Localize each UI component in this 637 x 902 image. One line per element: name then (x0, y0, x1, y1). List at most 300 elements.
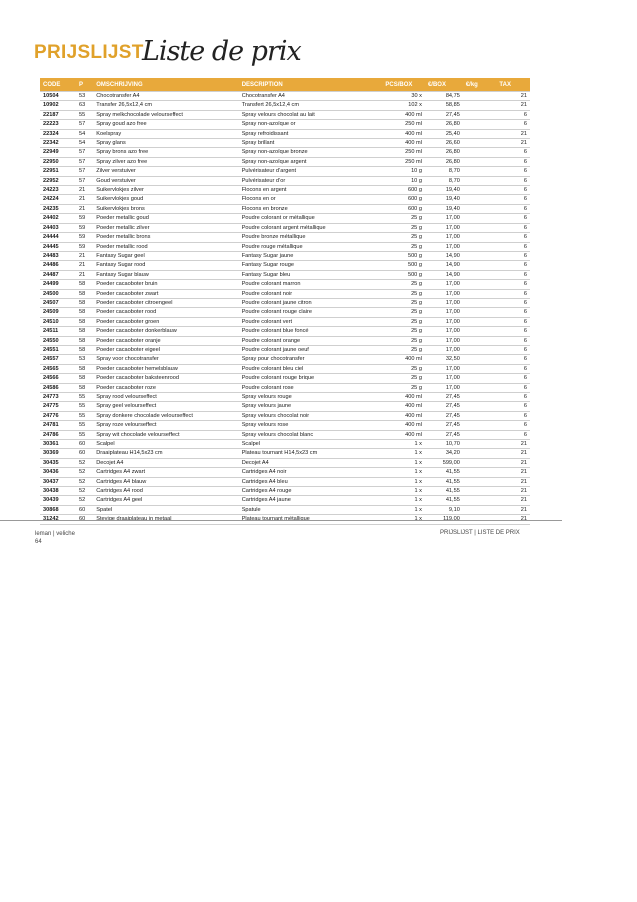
cell-eur-kg (463, 421, 497, 430)
cell-eur-kg (463, 92, 497, 101)
cell-pcs-box: 25 g (382, 374, 425, 383)
table-row (40, 298, 530, 307)
cell-tax: 21 (496, 496, 530, 505)
cell-tax: 6 (496, 186, 530, 195)
cell-eur-kg (463, 393, 497, 402)
cell-tax: 6 (496, 298, 530, 307)
cell-eur-box: 27,45 (425, 411, 463, 420)
cell-omschrijving: Poeder metallic rood (93, 242, 238, 251)
table-row (40, 345, 530, 354)
cell-page: 58 (76, 327, 93, 336)
table-row (40, 148, 530, 157)
cell-pcs-box: 500 g (382, 270, 425, 279)
cell-description: Fantasy Sugar jaune (239, 251, 383, 260)
cell-eur-kg (463, 110, 497, 119)
cell-description: Scalpel (239, 440, 383, 449)
cell-page: 55 (76, 393, 93, 402)
column-header-code: CODE (43, 81, 61, 88)
cell-code: 24557 (40, 355, 76, 364)
cell-eur-kg (463, 195, 497, 204)
cell-tax: 21 (496, 487, 530, 496)
cell-tax: 6 (496, 223, 530, 232)
cell-tax: 21 (496, 449, 530, 458)
cell-eur-box: 17,00 (425, 374, 463, 383)
table-row (40, 327, 530, 336)
footer-right: PRIJSLIJST | LISTE DE PRIX (440, 530, 520, 536)
cell-description: Spatule (239, 505, 383, 514)
cell-code: 24586 (40, 383, 76, 392)
cell-description: Spray non-azoïque or (239, 120, 383, 129)
cell-description: Cartridges A4 noir (239, 468, 383, 477)
cell-eur-kg (463, 345, 497, 354)
cell-tax: 21 (496, 440, 530, 449)
cell-page: 55 (76, 402, 93, 411)
cell-code: 24776 (40, 411, 76, 420)
cell-code: 30437 (40, 477, 76, 486)
cell-tax: 21 (496, 458, 530, 467)
cell-description: Chocotransfer A4 (239, 92, 383, 101)
cell-omschrijving: Scalpel (93, 440, 238, 449)
cell-eur-kg (463, 129, 497, 138)
cell-description: Poudre colorant orange (239, 336, 383, 345)
cell-omschrijving: Fantasy Sugar geel (93, 251, 238, 260)
footer-brand: leman | veliche (35, 531, 75, 537)
table-row (40, 402, 530, 411)
cell-eur-box: 84,75 (425, 92, 463, 101)
cell-eur-box: 17,00 (425, 214, 463, 223)
cell-omschrijving: Decojet A4 (93, 458, 238, 467)
cell-page: 55 (76, 430, 93, 439)
cell-code: 30439 (40, 496, 76, 505)
cell-eur-kg (463, 505, 497, 514)
cell-code: 10902 (40, 101, 76, 110)
cell-omschrijving: Cartridges A4 blauw (93, 477, 238, 486)
cell-eur-kg (463, 336, 497, 345)
cell-eur-box: 19,40 (425, 186, 463, 195)
cell-tax: 6 (496, 167, 530, 176)
cell-pcs-box: 1 x (382, 440, 425, 449)
table-header-row (40, 78, 530, 92)
cell-page: 58 (76, 280, 93, 289)
cell-pcs-box: 600 g (382, 195, 425, 204)
cell-tax: 6 (496, 393, 530, 402)
table-row (40, 364, 530, 373)
cell-pcs-box: 250 ml (382, 148, 425, 157)
cell-code: 24499 (40, 280, 76, 289)
cell-pcs-box: 1 x (382, 477, 425, 486)
cell-omschrijving: Poeder cacaoboter rood (93, 308, 238, 317)
cell-tax: 6 (496, 270, 530, 279)
cell-tax: 6 (496, 421, 530, 430)
cell-eur-box: 17,00 (425, 308, 463, 317)
cell-pcs-box: 25 g (382, 298, 425, 307)
cell-pcs-box: 400 ml (382, 129, 425, 138)
cell-eur-box: 17,00 (425, 383, 463, 392)
cell-eur-box: 17,00 (425, 233, 463, 242)
cell-tax: 6 (496, 195, 530, 204)
cell-description: Flocons en or (239, 195, 383, 204)
table-row (40, 251, 530, 260)
cell-eur-box: 32,50 (425, 355, 463, 364)
table-row (40, 336, 530, 345)
cell-omschrijving: Cartridges A4 geel (93, 496, 238, 505)
cell-eur-box: 17,00 (425, 327, 463, 336)
cell-omschrijving: Poeder metallic brons (93, 233, 238, 242)
cell-tax: 6 (496, 411, 530, 420)
cell-omschrijving: Suikervlokjes zilver (93, 186, 238, 195)
cell-tax: 6 (496, 402, 530, 411)
cell-description: Poudre rouge métallique (239, 242, 383, 251)
cell-omschrijving: Suikervlokjes goud (93, 195, 238, 204)
cell-eur-kg (463, 468, 497, 477)
cell-page: 58 (76, 308, 93, 317)
cell-page: 58 (76, 383, 93, 392)
cell-omschrijving: Spray melkchocolade velourseffect (93, 110, 238, 119)
cell-code: 30435 (40, 458, 76, 467)
cell-description: Cartridges A4 rouge (239, 487, 383, 496)
cell-description: Poudre bronze métallique (239, 233, 383, 242)
cell-description: Poudre colorant vert (239, 317, 383, 326)
cell-omschrijving: Goud verstuiver (93, 176, 238, 185)
cell-eur-box: 58,85 (425, 101, 463, 110)
cell-page: 53 (76, 355, 93, 364)
cell-description: Poudre colorant noir (239, 289, 383, 298)
cell-omschrijving: Chocotransfer A4 (93, 92, 238, 101)
cell-pcs-box: 400 ml (382, 355, 425, 364)
table-row (40, 195, 530, 204)
cell-eur-box: 25,40 (425, 129, 463, 138)
cell-omschrijving: Poeder metallic zilver (93, 223, 238, 232)
cell-description: Cartridges A4 bleu (239, 477, 383, 486)
cell-pcs-box: 25 g (382, 364, 425, 373)
cell-pcs-box: 25 g (382, 280, 425, 289)
cell-eur-box: 26,80 (425, 148, 463, 157)
table-row (40, 374, 530, 383)
cell-eur-box: 9,10 (425, 505, 463, 514)
cell-pcs-box: 25 g (382, 214, 425, 223)
table-row (40, 120, 530, 129)
cell-page: 59 (76, 242, 93, 251)
cell-eur-kg (463, 289, 497, 298)
cell-pcs-box: 25 g (382, 289, 425, 298)
cell-pcs-box: 25 g (382, 336, 425, 345)
cell-tax: 6 (496, 336, 530, 345)
cell-code: 30438 (40, 487, 76, 496)
cell-description: Poudre colorant jaune oeuf (239, 345, 383, 354)
cell-page: 60 (76, 440, 93, 449)
cell-page: 52 (76, 496, 93, 505)
cell-eur-kg (463, 298, 497, 307)
cell-tax: 6 (496, 261, 530, 270)
cell-code: 24565 (40, 364, 76, 373)
cell-omschrijving: Poeder cacaoboter citroengeel (93, 298, 238, 307)
cell-tax: 6 (496, 308, 530, 317)
table-row (40, 167, 530, 176)
cell-eur-kg (463, 383, 497, 392)
cell-description: Flocons en argent (239, 186, 383, 195)
cell-pcs-box: 1 x (382, 468, 425, 477)
cell-pcs-box: 1 x (382, 487, 425, 496)
table-row (40, 487, 530, 496)
cell-eur-kg (463, 308, 497, 317)
cell-description: Spray pour chocotransfer (239, 355, 383, 364)
cell-description: Poudre colorant blue foncé (239, 327, 383, 336)
cell-eur-kg (463, 233, 497, 242)
cell-omschrijving: Suikervlokjes brons (93, 204, 238, 213)
cell-omschrijving: Poeder metallic goud (93, 214, 238, 223)
cell-pcs-box: 400 ml (382, 110, 425, 119)
cell-page: 59 (76, 233, 93, 242)
cell-pcs-box: 10 g (382, 167, 425, 176)
cell-page: 63 (76, 101, 93, 110)
cell-tax: 21 (496, 515, 530, 524)
cell-eur-kg (463, 270, 497, 279)
cell-eur-kg (463, 440, 497, 449)
cell-code: 31242 (40, 515, 76, 524)
cell-omschrijving: Spray roze velourseffect (93, 421, 238, 430)
cell-page: 21 (76, 195, 93, 204)
table-row (40, 280, 530, 289)
cell-description: Cartridges A4 jaune (239, 496, 383, 505)
cell-page: 57 (76, 176, 93, 185)
table-row (40, 92, 530, 101)
cell-page: 60 (76, 515, 93, 524)
cell-pcs-box: 400 ml (382, 139, 425, 148)
cell-eur-box: 41,55 (425, 496, 463, 505)
cell-pcs-box: 400 ml (382, 421, 425, 430)
cell-page: 57 (76, 157, 93, 166)
cell-tax: 6 (496, 364, 530, 373)
cell-code: 22952 (40, 176, 76, 185)
cell-eur-kg (463, 280, 497, 289)
cell-pcs-box: 1 x (382, 449, 425, 458)
cell-code: 22223 (40, 120, 76, 129)
cell-description: Poudre colorant rose (239, 383, 383, 392)
cell-omschrijving: Poeder cacaoboter baksteenrood (93, 374, 238, 383)
cell-pcs-box: 25 g (382, 233, 425, 242)
cell-eur-kg (463, 204, 497, 213)
table-row (40, 129, 530, 138)
cell-tax: 6 (496, 430, 530, 439)
table-row (40, 214, 530, 223)
cell-tax: 6 (496, 176, 530, 185)
cell-eur-box: 41,55 (425, 468, 463, 477)
cell-description: Spray brillant (239, 139, 383, 148)
cell-tax: 6 (496, 374, 530, 383)
cell-description: Poudre colorant or métallique (239, 214, 383, 223)
cell-page: 52 (76, 468, 93, 477)
cell-description: Spray velours rose (239, 421, 383, 430)
table-row (40, 430, 530, 439)
cell-page: 59 (76, 214, 93, 223)
table-row (40, 139, 530, 148)
table-row (40, 393, 530, 402)
cell-tax: 6 (496, 242, 530, 251)
column-header-tax: TAX (499, 81, 511, 88)
cell-omschrijving: Cartridges A4 zwart (93, 468, 238, 477)
cell-page: 57 (76, 148, 93, 157)
cell-omschrijving: Spray zilver azo free (93, 157, 238, 166)
cell-tax: 6 (496, 345, 530, 354)
cell-description: Plateau tournant métallique (239, 515, 383, 524)
cell-page: 21 (76, 186, 93, 195)
cell-eur-kg (463, 223, 497, 232)
cell-page: 52 (76, 477, 93, 486)
cell-omschrijving: Poeder cacaoboter zwart (93, 289, 238, 298)
cell-tax: 6 (496, 251, 530, 260)
cell-eur-box: 17,00 (425, 280, 463, 289)
cell-page: 21 (76, 204, 93, 213)
footer-divider (0, 520, 562, 521)
cell-page: 52 (76, 458, 93, 467)
cell-eur-box: 27,45 (425, 402, 463, 411)
cell-eur-box: 27,45 (425, 110, 463, 119)
price-table-body (40, 92, 530, 525)
cell-eur-box: 27,45 (425, 421, 463, 430)
column-header-omschrijving: OMSCHRIJVING (96, 81, 143, 88)
cell-page: 21 (76, 251, 93, 260)
cell-description: Poudre colorant marron (239, 280, 383, 289)
cell-code: 24223 (40, 186, 76, 195)
cell-page: 55 (76, 421, 93, 430)
cell-page: 60 (76, 449, 93, 458)
table-row (40, 261, 530, 270)
cell-page: 58 (76, 364, 93, 373)
table-row (40, 270, 530, 279)
cell-eur-box: 19,40 (425, 195, 463, 204)
cell-pcs-box: 500 g (382, 251, 425, 260)
page-title-script: Liste de prix (142, 36, 301, 67)
cell-code: 10504 (40, 92, 76, 101)
page-title: PRIJSLIJST (34, 42, 144, 63)
table-row (40, 186, 530, 195)
cell-omschrijving: Spray geel velourseffect (93, 402, 238, 411)
cell-code: 24566 (40, 374, 76, 383)
cell-eur-kg (463, 355, 497, 364)
cell-description: Poudre colorant bleu ciel (239, 364, 383, 373)
cell-page: 59 (76, 223, 93, 232)
cell-eur-kg (463, 317, 497, 326)
cell-pcs-box: 25 g (382, 223, 425, 232)
cell-code: 24486 (40, 261, 76, 270)
cell-eur-box: 41,55 (425, 487, 463, 496)
cell-pcs-box: 250 ml (382, 157, 425, 166)
cell-description: Poudre colorant jaune citron (239, 298, 383, 307)
cell-omschrijving: Spray glans (93, 139, 238, 148)
cell-eur-box: 17,00 (425, 242, 463, 251)
cell-code: 24550 (40, 336, 76, 345)
cell-code: 24235 (40, 204, 76, 213)
table-row (40, 458, 530, 467)
page-header (34, 36, 554, 76)
cell-page: 58 (76, 289, 93, 298)
cell-pcs-box: 250 ml (382, 120, 425, 129)
cell-description: Poudre colorant argent métallique (239, 223, 383, 232)
cell-code: 22187 (40, 110, 76, 119)
cell-pcs-box: 400 ml (382, 411, 425, 420)
cell-code: 22949 (40, 148, 76, 157)
cell-omschrijving: Poeder cacaoboter eigeel (93, 345, 238, 354)
cell-description: Pulvérisateur d’argent (239, 167, 383, 176)
cell-description: Fantasy Sugar bleu (239, 270, 383, 279)
cell-description: Pulvérisateur d’or (239, 176, 383, 185)
cell-eur-kg (463, 402, 497, 411)
cell-page: 54 (76, 129, 93, 138)
price-table (40, 78, 530, 525)
cell-eur-kg (463, 176, 497, 185)
cell-tax: 21 (496, 92, 530, 101)
table-row (40, 411, 530, 420)
cell-description: Spray non-azoïque bronze (239, 148, 383, 157)
cell-description: Spray non-azoïque argent (239, 157, 383, 166)
cell-tax: 21 (496, 468, 530, 477)
cell-code: 24445 (40, 242, 76, 251)
cell-description: Poudre colorant rouge brique (239, 374, 383, 383)
cell-eur-box: 119,00 (425, 515, 463, 524)
cell-eur-kg (463, 487, 497, 496)
cell-description: Spray velours rouge (239, 393, 383, 402)
table-row (40, 317, 530, 326)
column-header-eur-kg: €/kg (465, 81, 478, 88)
cell-tax: 21 (496, 101, 530, 110)
cell-omschrijving: Poeder cacaoboter roze (93, 383, 238, 392)
cell-eur-box: 10,70 (425, 440, 463, 449)
table-row (40, 289, 530, 298)
cell-tax: 6 (496, 327, 530, 336)
table-row (40, 223, 530, 232)
cell-omschrijving: Spray brons azo free (93, 148, 238, 157)
cell-code: 24444 (40, 233, 76, 242)
table-row (40, 242, 530, 251)
cell-eur-box: 19,40 (425, 204, 463, 213)
cell-pcs-box: 1 x (382, 496, 425, 505)
cell-code: 24403 (40, 223, 76, 232)
cell-page: 57 (76, 120, 93, 129)
cell-code: 24500 (40, 289, 76, 298)
cell-omschrijving: Fantasy Sugar blauw (93, 270, 238, 279)
cell-tax: 6 (496, 280, 530, 289)
cell-pcs-box: 1 x (382, 458, 425, 467)
cell-code: 30369 (40, 449, 76, 458)
column-header-eur-box: €/BOX (427, 81, 446, 88)
cell-description: Spray velours jaune (239, 402, 383, 411)
cell-pcs-box: 1 x (382, 515, 425, 524)
table-row (40, 101, 530, 110)
cell-code: 30868 (40, 505, 76, 514)
cell-eur-box: 34,20 (425, 449, 463, 458)
cell-description: Plateau tournant H14,5x23 cm (239, 449, 383, 458)
cell-eur-kg (463, 242, 497, 251)
table-row (40, 110, 530, 119)
cell-pcs-box: 600 g (382, 204, 425, 213)
cell-eur-box: 26,80 (425, 157, 463, 166)
footer-left (35, 530, 75, 546)
cell-tax: 6 (496, 110, 530, 119)
cell-eur-kg (463, 120, 497, 129)
column-header-description: DESCRIPTION (241, 81, 283, 88)
table-row (40, 233, 530, 242)
table-row (40, 383, 530, 392)
cell-omschrijving: Spatel (93, 505, 238, 514)
cell-eur-kg (463, 411, 497, 420)
cell-tax: 6 (496, 233, 530, 242)
cell-eur-box: 17,00 (425, 298, 463, 307)
cell-page: 58 (76, 336, 93, 345)
cell-pcs-box: 25 g (382, 242, 425, 251)
cell-pcs-box: 400 ml (382, 402, 425, 411)
cell-omschrijving: Poeder cacaoboter donkerblauw (93, 327, 238, 336)
table-row (40, 308, 530, 317)
